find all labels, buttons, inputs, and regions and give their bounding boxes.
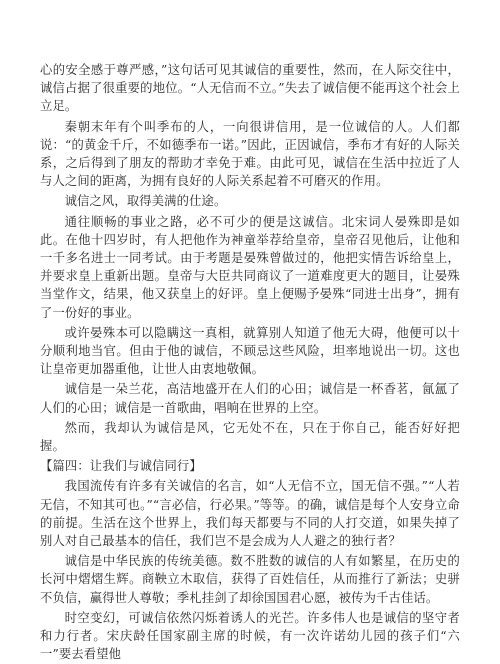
paragraph-10: 诚信是中华民族的传统美德。数不胜数的诚信的人有如繁星，在历史的长河中熠熠生辉。商鞅立木取信，获得了百姓信任，从而推行了新法；史骈不负信，赢得世人尊敬；季札挂剑了却徐国国君心愿，被传为千古佳话。: [40, 554, 460, 605]
paragraph-3: 诚信之风，取得美满的仕途。: [64, 194, 227, 209]
paragraph-9: 我国流传有许多有关诚信的名言，如“人无信不立，国无信不强。”“人若无信，不知其可也。”“言必信，行必果。”等等。的确，诚信是每个人安身立命的前提。生活在这个世界上，我们每天都要与不同的人打交道，如果失掉了别人对自己最基本的信任，我们岂不是会成为人人避之的独行者？: [40, 479, 460, 549]
paragraph-2: 秦朝末年有个叫季布的人，一向很讲信用，是一位诚信的人。人们都说：“的黄金千斤，不如德季布一诺。”因此，正因诚信，季布才有好的人际关系，之后得到了朋友的帮助才幸免于难。由此可见，诚信在生活中拉近了人与人之间的距离，为拥有良好的人际关系起着不可磨灭的作用。: [40, 119, 460, 189]
section-heading: 【篇四：让我们与诚信同行】: [40, 459, 202, 474]
paragraph-5: 或许晏殊本可以隐瞒这一真相，就算别人知道了他无大碍，他便可以十分顺利地当官。但由于他的诚信，不顾忌这些风险，坦率地说出一切。这也让皇帝更加器重他，让世人由衷地敬佩。: [40, 325, 460, 377]
paragraph-11: 时空变幻，可诚信依然闪烁着诱人的光芒。许多伟人也是诚信的坚守者和力行者。宋庆龄任国家副主席的时候，有一次许诺幼儿园的孩子们“六一”要去看望他: [40, 610, 460, 662]
paragraph-6: 诚信是一朵兰花，高洁地盛开在人们的心田；诚信是一杯香茗，氤氲了人们的心田；诚信是一首歌曲，唱响在世界的上空。: [40, 382, 460, 415]
paragraph-1: 心的安全感于尊严感，”这句话可见其诚信的重要性，然而，在人际交往中，诚信占据了很重要的地位。“人无信而不立。”失去了诚信便不能再这个社会上立足。: [40, 63, 460, 114]
paragraph-7: 然而，我却认为诚信是风，它无处不在，只在于你自己，能否好好把握。: [40, 420, 460, 454]
paragraph-4: 通往顺畅的事业之路，必不可少的便是这诚信。北宋词人晏殊即是如此。在他十四岁时，有人把他作为神童举荐给皇帝，皇帝召见他后，让他和一千多名进士一同考试。由于考题是晏殊曾做过的，他把实情告诉给皇上，并要求皇上重新出题。皇帝与大臣共同商议了一道难度更大的题目，让晏殊当堂作文，结果，他又获皇上的好评。皇上便赐予晏殊“同进士出身”，拥有了一份好的事业。: [40, 214, 460, 320]
